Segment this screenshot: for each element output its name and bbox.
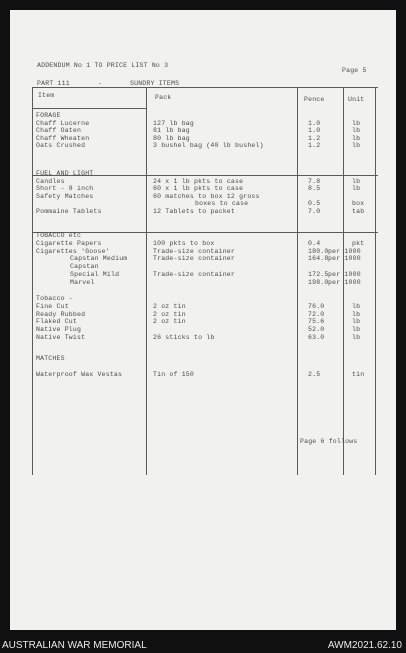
row-pack: Tin of 150	[153, 371, 195, 378]
row-unit: lb	[352, 177, 361, 185]
row-unit: lb	[352, 310, 361, 318]
row-pence: 75.6	[308, 318, 325, 326]
row-unit: per 1000	[328, 255, 361, 263]
row-unit: per 1000	[328, 247, 361, 255]
row-item: Native Twist	[36, 334, 86, 341]
row-unit: tin	[352, 371, 365, 378]
row-pack: Trade-size container	[153, 247, 236, 255]
row-pack: Trade-size container	[153, 271, 236, 278]
row-pence: 1.2	[308, 134, 321, 142]
section-heading: Tobacco -	[36, 295, 73, 302]
row-pence: 1.0	[308, 119, 321, 127]
row-item: Marvel	[70, 278, 95, 286]
row-unit: box	[352, 200, 365, 207]
row-item: Special Mild	[70, 271, 120, 278]
row-pack: 60 matches to box 12 gross	[153, 192, 260, 200]
row-pence: 180.0	[308, 247, 329, 255]
row-unit: per 1000	[328, 271, 361, 278]
row-item: Oats Crushed	[36, 142, 86, 149]
row-item: Fine Cut	[36, 302, 69, 310]
row-pack: 2 oz tin	[153, 310, 186, 318]
row-pack: 81 lb bag	[153, 127, 190, 134]
row-unit: lb	[352, 119, 361, 127]
col-rule-pence	[297, 87, 298, 475]
row-pence: 7.0	[308, 207, 321, 215]
section-heading: FORAGE	[36, 112, 61, 119]
row-unit: pkt	[352, 239, 365, 247]
row-unit: lb	[352, 326, 361, 334]
row-item: Chaff Lucerne	[36, 119, 90, 127]
row-item: Chaff Wheaten	[36, 134, 90, 142]
fuel-rule	[32, 232, 378, 233]
row-item: Capstan	[70, 263, 99, 271]
row-item: Cigarette Papers	[36, 239, 102, 247]
col-header-pack: Pack	[155, 94, 172, 101]
row-unit: lb	[352, 185, 361, 192]
row-pence: 76.0	[308, 302, 325, 310]
row-unit: lb	[352, 334, 361, 341]
row-pence: 52.0	[308, 326, 325, 334]
addendum-title: ADDENDUM No 1 TO PRICE LIST No 3	[37, 62, 169, 69]
row-pence: 7.8	[308, 177, 321, 185]
part-subject: SUNDRY ITEMS	[130, 80, 180, 87]
row-pence: 198.0	[308, 278, 329, 286]
row-unit: per 1000	[328, 278, 361, 286]
col-header-pence: Pence	[304, 96, 325, 103]
row-pence: 63.0	[308, 334, 325, 341]
archive-footer	[0, 638, 406, 653]
footer-institution: AUSTRALIAN WAR MEMORIAL	[2, 640, 147, 651]
row-pack: 80 lb bag	[153, 134, 190, 142]
row-pack: 100 pkts to box	[153, 239, 215, 247]
row-pence: 1.2	[308, 142, 321, 149]
row-item: Waterproof Wax Vestas	[36, 371, 123, 378]
col-rule-pack	[146, 87, 147, 475]
row-unit: lb	[352, 127, 361, 134]
row-pack: 60 x 1 lb pkts to case	[153, 185, 244, 192]
part-title: PART 111	[37, 80, 70, 87]
part-dash: -	[98, 80, 103, 87]
row-item: Flaked Cut	[36, 318, 78, 326]
row-pack: 3 bushel bag (40 lb bushel)	[153, 142, 264, 149]
col-header-item: Item	[38, 92, 55, 99]
row-item: Candles	[36, 177, 65, 185]
row-unit: lb	[352, 302, 361, 310]
row-pack: Trade-size container	[153, 255, 236, 263]
section-heading: FUEL AND LIGHT	[36, 170, 94, 177]
row-item: Safety Matches	[36, 192, 94, 200]
row-item: Chaff Oaten	[36, 127, 82, 134]
row-pack: 24 x 1 lb pkts to case	[153, 177, 244, 185]
section-heading: TOBACCO etc	[36, 232, 82, 239]
row-pence: 164.8	[308, 255, 329, 263]
row-pack: 127 lb bag	[153, 119, 195, 127]
table-top-rule	[32, 87, 378, 88]
row-pence: 72.0	[308, 310, 325, 318]
row-pence: 0.4	[308, 239, 321, 247]
row-item: Short - 8 inch	[36, 185, 94, 192]
continuation-note: Page 6 follows	[300, 438, 358, 445]
table-left-rule	[32, 87, 33, 475]
row-item: Capstan Medium	[70, 255, 128, 263]
row-pack: 2 oz tin	[153, 318, 186, 326]
row-item: Ready Rubbed	[36, 310, 86, 318]
row-item: Pommaine Tablets	[36, 207, 102, 215]
row-unit: lb	[352, 318, 361, 326]
row-pack: boxes to case	[195, 200, 249, 207]
footer-reference: AWM2021.62.10	[327, 640, 402, 651]
row-pence: 172.5	[308, 271, 329, 278]
row-item: Cigarettes 'Goose'	[36, 247, 110, 255]
header-rule-item	[32, 108, 146, 109]
row-unit: tab	[352, 207, 365, 215]
row-unit: lb	[352, 134, 361, 142]
col-header-unit: Unit	[348, 96, 365, 103]
table-right-rule	[375, 87, 376, 475]
row-pack: 2 oz tin	[153, 302, 186, 310]
row-pence: 2.5	[308, 371, 321, 378]
row-pence: 0.5	[308, 200, 321, 207]
row-pence: 1.0	[308, 127, 321, 134]
row-unit: lb	[352, 142, 361, 149]
page-number: Page 5	[342, 67, 367, 74]
row-pack: 12 Tablets to packet	[153, 207, 236, 215]
section-heading: MATCHES	[36, 355, 65, 362]
document-page	[10, 10, 396, 630]
row-item: Native Plug	[36, 326, 82, 334]
row-pack: 26 sticks to lb	[153, 334, 215, 341]
row-pence: 8.5	[308, 185, 321, 192]
